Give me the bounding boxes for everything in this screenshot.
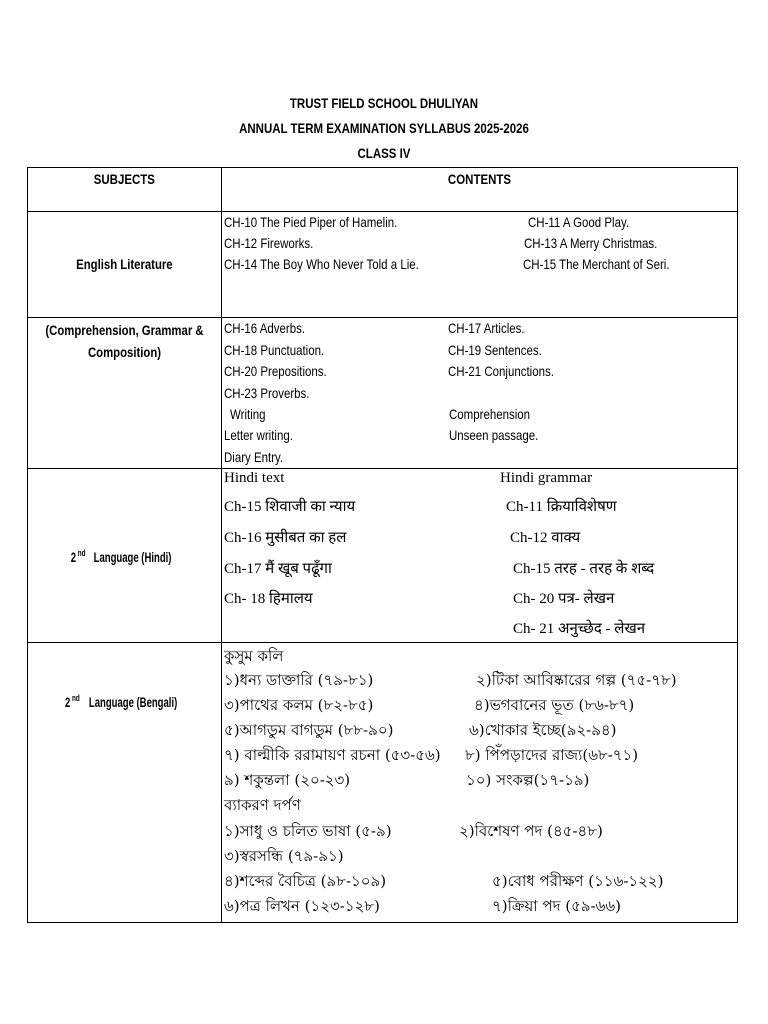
list-item: CH-12 Fireworks. <box>224 235 314 251</box>
list-item: Letter writing. <box>224 427 293 443</box>
school-name: TRUST FIELD SCHOOL DHULIYAN <box>289 95 479 111</box>
subject-english: English Literature <box>28 212 222 318</box>
list-item: CH-10 The Pied Piper of Hamelin. <box>224 214 398 230</box>
list-item: ৭)ক্রিয়া পদ (৫৯-৬৬) <box>492 897 621 915</box>
list-item: ৭) বাল্মীকি ররামায়ণ রচনা (৫৩-৫৬) <box>224 746 441 764</box>
list-item: CH-13 A Merry Christmas. <box>524 235 658 251</box>
table-row <box>28 469 738 643</box>
contents-hindi <box>222 469 738 643</box>
list-item: CH-20 Prepositions. <box>224 363 327 379</box>
list-item: ২)টিকা আবিষ্কারের গল্প (৭৫-৭৮) <box>476 671 677 689</box>
list-item: ৮) পিঁপড়াদের রাজ্য(৬৮-৭১) <box>465 746 639 764</box>
table-row <box>28 212 738 318</box>
class-title: CLASS IV <box>357 145 411 161</box>
contents-header: CONTENTS <box>222 168 738 212</box>
list-item: Ch- 20 पत्र- लेखन <box>513 591 615 607</box>
list-item: ৫)আগডুম বাগডুম (৮৮-৯০) <box>224 721 394 739</box>
table-row <box>28 318 738 469</box>
list-item: CH-15 The Merchant of Seri. <box>523 256 670 272</box>
list-item: ৩)পাথের কলম (৮২-৮৫) <box>224 696 374 714</box>
list-item: Comprehension <box>449 406 531 422</box>
book-title: কুসুম কলি <box>224 647 284 665</box>
list-item: Ch-11 क्रियाविशेषण <box>506 499 617 515</box>
list-item: ১)ধন্য ডাক্তারি (৭৯-৮১) <box>224 671 374 689</box>
book-title: ব্যাকরণ দর্পণ <box>224 796 301 814</box>
subject-hindi: 2ndLanguage (Hindi) <box>28 469 222 643</box>
list-item: Ch-12 वाक्य <box>510 530 581 546</box>
list-item: Ch-15 तरह - तरह के शब्द <box>513 561 655 577</box>
subjects-header: SUBJECTS <box>28 168 222 212</box>
list-item: Ch-16 मुसीबत का हल <box>224 530 347 546</box>
list-item: ৩)স্বরসন্ধি (৭৯-৯১) <box>224 847 344 865</box>
contents-english <box>222 212 738 318</box>
subject-grammar: (Comprehension, Grammar & Composition) <box>28 318 222 469</box>
list-item: ৪)ভগবানের ভূত (৮৬-৮৭) <box>474 696 635 714</box>
list-item: Hindi grammar <box>500 470 593 486</box>
list-item: CH-23 Proverbs. <box>224 385 310 401</box>
list-item: ৯) শকুন্তলা (২০-২৩) <box>224 771 351 789</box>
list-item: ৬)পত্র লিখন (১২৩-১২৮) <box>224 897 380 915</box>
list-item: Writing <box>230 406 266 422</box>
table-row <box>28 643 738 923</box>
exam-title: ANNUAL TERM EXAMINATION SYLLABUS 2025-2026 <box>239 120 529 136</box>
list-item: CH-16 Adverbs. <box>224 320 306 336</box>
subject-bengali: 2ndLanguage (Bengali) <box>28 643 222 923</box>
list-item: Hindi text <box>224 470 285 486</box>
list-item: CH-18 Punctuation. <box>224 342 325 358</box>
list-item: ২)বিশেষণ পদ (৪৫-৪৮) <box>459 822 603 840</box>
contents-grammar <box>222 318 738 469</box>
list-item: ৬)খোকার ইচ্ছে(৯২-৯৪) <box>469 721 617 739</box>
list-item: Ch- 21 अनुच्छेद - लेखन <box>513 621 646 637</box>
list-item: Diary Entry. <box>224 449 284 465</box>
syllabus-table <box>27 167 738 923</box>
contents-bengali <box>222 643 738 923</box>
list-item: ১০) সংকল্প(১৭-১৯) <box>466 771 590 789</box>
list-item: Ch- 18 हिमालय <box>224 591 313 607</box>
list-item: ১)সাধু ও চলিত ভাষা (৫-৯) <box>224 822 392 840</box>
list-item: ৫)বোধ পরীক্ষণ (১১৬-১২২) <box>492 872 664 890</box>
list-item: CH-19 Sentences. <box>448 342 542 358</box>
list-item: ৪)শব্দের বৈচিত্র (৯৮-১০৯) <box>224 872 387 890</box>
list-item: Ch-17 मैं खूब पढूँगा <box>224 561 332 577</box>
list-item: CH-17 Articles. <box>448 320 525 336</box>
table-header-row <box>28 168 738 212</box>
list-item: Unseen passage. <box>449 427 539 443</box>
list-item: CH-11 A Good Play. <box>528 214 630 230</box>
list-item: Ch-15 शिवाजी का न्याय <box>224 499 356 515</box>
list-item: CH-21 Conjunctions. <box>448 363 554 379</box>
list-item: CH-14 The Boy Who Never Told a Lie. <box>224 256 419 272</box>
